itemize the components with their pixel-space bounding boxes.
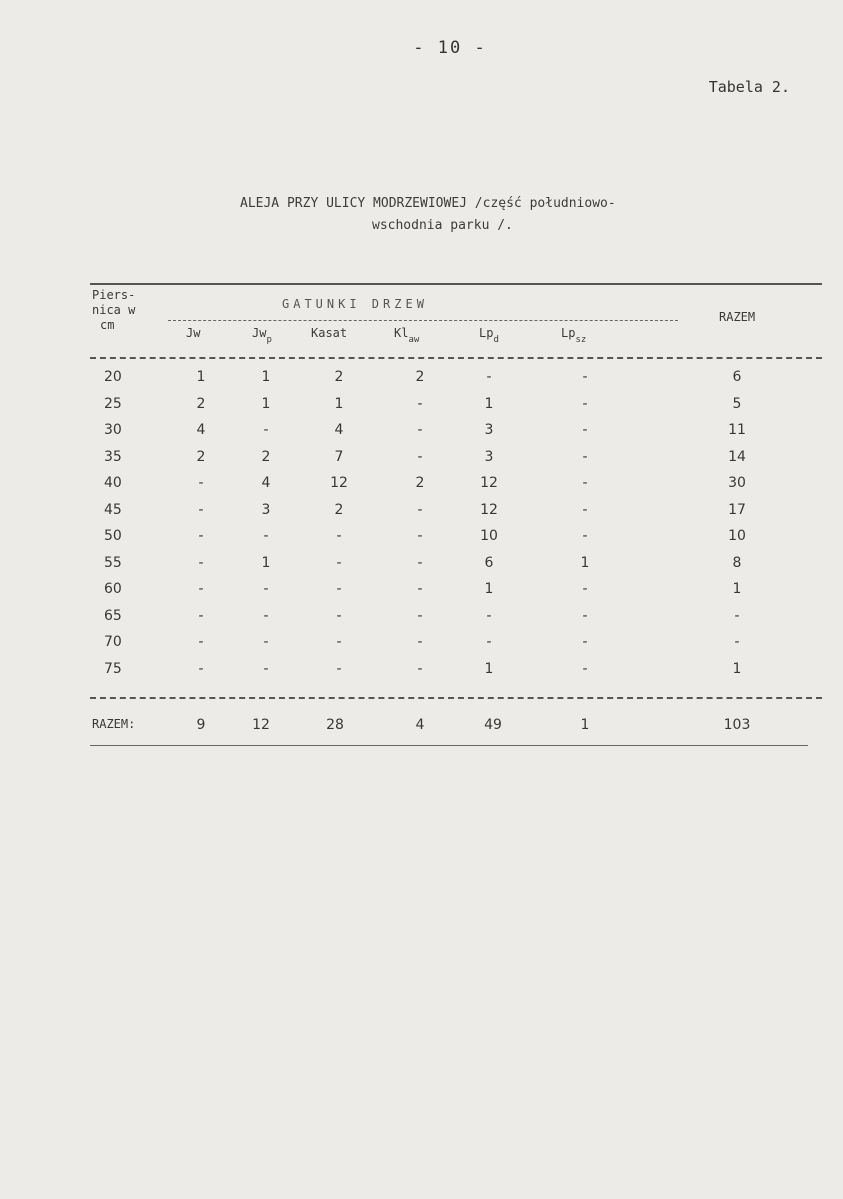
cell-lpsz: -: [582, 581, 588, 597]
cell-lpd: 3: [484, 422, 494, 438]
cell-lpsz: -: [582, 634, 588, 650]
cell-kasat: -: [336, 581, 342, 597]
table-row: [0, 449, 843, 475]
cell-diameter: 65: [104, 607, 122, 624]
totals-lpsz: 1: [580, 717, 590, 733]
cell-diameter: 35: [104, 448, 122, 465]
cell-klaw: -: [417, 528, 423, 544]
cell-lpd: 12: [480, 475, 498, 491]
cell-jw: -: [198, 554, 204, 571]
table-top-rule: [90, 283, 822, 285]
cell-lpd: 10: [480, 528, 498, 544]
cell-kasat: 4: [334, 422, 344, 438]
cell-jwp: 1: [261, 395, 271, 412]
cell-lpsz: -: [582, 395, 588, 412]
cell-kasat: 2: [334, 369, 344, 385]
cell-diameter: 55: [104, 554, 122, 571]
cell-razem: 1: [732, 660, 742, 677]
table-label: Tabela 2.: [708, 78, 790, 96]
total-column-header: RAZEM: [719, 310, 756, 324]
cell-lpsz: -: [582, 528, 588, 544]
header-klaw-sub: aw: [408, 335, 420, 345]
totals-kasat: 28: [326, 717, 344, 733]
table-row: [0, 369, 843, 395]
cell-klaw: -: [417, 554, 423, 571]
table-row: [0, 528, 843, 554]
cell-jw: -: [198, 528, 204, 544]
cell-klaw: 2: [415, 475, 425, 491]
cell-jwp: -: [263, 607, 269, 624]
cell-razem: 14: [728, 448, 746, 465]
cell-lpd: 3: [484, 448, 494, 465]
cell-diameter: 25: [104, 395, 122, 412]
header-jwp-base: Jw: [252, 326, 267, 340]
cell-klaw: -: [417, 501, 423, 518]
totals-row: [0, 717, 843, 743]
cell-lpsz: -: [582, 660, 588, 677]
header-klaw-base: Kl: [394, 326, 409, 340]
cell-kasat: -: [336, 660, 342, 677]
cell-razem: 6: [732, 369, 742, 385]
cell-razem: 10: [728, 528, 746, 544]
cell-klaw: 2: [415, 369, 425, 385]
cell-kasat: -: [336, 634, 342, 650]
table-row: [0, 475, 843, 501]
cell-kasat: -: [336, 528, 342, 544]
cell-klaw: -: [417, 581, 423, 597]
title-line-1: ALEJA PRZY ULICY MODRZEWIOWEJ /część południowo-: [240, 196, 616, 211]
cell-lpd: -: [486, 634, 492, 650]
header-jw: Jw: [186, 326, 201, 340]
cell-jw: 4: [196, 422, 206, 438]
cell-lpd: 1: [484, 581, 494, 597]
cell-jw: 2: [196, 395, 206, 412]
header-lpsz: [561, 326, 586, 345]
header-lpd: [479, 326, 499, 345]
table-row: [0, 422, 843, 448]
header-jwp: [252, 326, 272, 345]
cell-klaw: -: [417, 660, 423, 677]
cell-jw: -: [198, 501, 204, 518]
cell-jw: 1: [196, 369, 206, 385]
cell-klaw: -: [417, 448, 423, 465]
cell-jwp: -: [263, 528, 269, 544]
cell-jwp: 1: [261, 369, 271, 385]
cell-kasat: 12: [330, 475, 348, 491]
totals-klaw: 4: [415, 717, 425, 733]
cell-lpd: 12: [480, 501, 498, 518]
header-klaw: [394, 326, 419, 345]
totals-top-rule: [90, 697, 822, 699]
totals-jw: 9: [196, 717, 206, 733]
cell-jwp: -: [263, 660, 269, 677]
table-row: [0, 661, 843, 687]
cell-jwp: 2: [261, 448, 271, 465]
diameter-header-line-1: Piers-: [92, 288, 136, 302]
cell-diameter: 50: [104, 528, 122, 544]
cell-lpsz: 1: [580, 554, 590, 571]
header-lpsz-base: Lp: [561, 326, 576, 340]
cell-diameter: 75: [104, 660, 122, 677]
cell-klaw: -: [417, 395, 423, 412]
cell-lpd: -: [486, 607, 492, 624]
species-group-underline: [168, 320, 678, 321]
cell-lpd: 1: [484, 395, 494, 412]
header-kasat: Kasat: [311, 326, 348, 340]
cell-jw: 2: [196, 448, 206, 465]
cell-diameter: 60: [104, 581, 122, 597]
cell-lpsz: -: [582, 369, 588, 385]
cell-lpsz: -: [582, 422, 588, 438]
cell-lpsz: -: [582, 448, 588, 465]
header-lpd-base: Lp: [479, 326, 494, 340]
cell-diameter: 70: [104, 634, 122, 650]
species-group-header: GATUNKI DRZEW: [282, 297, 428, 311]
cell-klaw: -: [417, 422, 423, 438]
totals-jwp: 12: [252, 717, 270, 733]
cell-lpd: 1: [484, 660, 494, 677]
cell-razem: 17: [728, 501, 746, 518]
totals-lpd: 49: [484, 717, 502, 733]
cell-kasat: 1: [334, 395, 344, 412]
header-bottom-rule: [90, 357, 822, 359]
table-bottom-rule: [90, 745, 808, 746]
cell-razem: -: [734, 607, 740, 624]
title-line-2: wschodnia parku /.: [372, 218, 513, 233]
cell-kasat: -: [336, 607, 342, 624]
cell-lpsz: -: [582, 475, 588, 491]
cell-jw: -: [198, 475, 204, 491]
cell-jwp: 4: [261, 475, 271, 491]
cell-diameter: 45: [104, 501, 122, 518]
cell-diameter: 30: [104, 422, 122, 438]
table-title: [180, 193, 800, 237]
table-row: [0, 555, 843, 581]
diameter-column-header: [92, 288, 172, 333]
cell-lpd: 6: [484, 554, 494, 571]
table-row: [0, 634, 843, 660]
cell-kasat: 2: [334, 501, 344, 518]
header-lpd-sub: d: [493, 335, 499, 345]
cell-jw: -: [198, 660, 204, 677]
page-number: - 10 -: [413, 38, 487, 58]
header-lpsz-sub: sz: [575, 335, 587, 345]
cell-kasat: -: [336, 554, 342, 571]
cell-diameter: 40: [104, 475, 122, 491]
cell-klaw: -: [417, 607, 423, 624]
cell-lpd: -: [486, 369, 492, 385]
cell-jw: -: [198, 607, 204, 624]
cell-lpsz: -: [582, 607, 588, 624]
table-row: [0, 396, 843, 422]
table-row: [0, 502, 843, 528]
cell-razem: -: [734, 634, 740, 650]
cell-jwp: 1: [261, 554, 271, 571]
diameter-header-line-3: cm: [100, 318, 115, 332]
cell-klaw: -: [417, 634, 423, 650]
cell-razem: 5: [732, 395, 742, 412]
cell-jwp: 3: [261, 501, 271, 518]
cell-razem: 11: [728, 422, 746, 438]
cell-razem: 30: [728, 475, 746, 491]
cell-lpsz: -: [582, 501, 588, 518]
cell-diameter: 20: [104, 369, 122, 385]
totals-label: RAZEM:: [92, 717, 136, 731]
table-row: [0, 608, 843, 634]
cell-jwp: -: [263, 634, 269, 650]
table-row: [0, 581, 843, 607]
header-jwp-sub: p: [266, 335, 272, 345]
cell-jw: -: [198, 581, 204, 597]
cell-kasat: 7: [334, 448, 344, 465]
cell-razem: 8: [732, 554, 742, 571]
cell-jwp: -: [263, 581, 269, 597]
totals-razem: 103: [723, 717, 751, 733]
cell-razem: 1: [732, 581, 742, 597]
cell-jw: -: [198, 634, 204, 650]
diameter-header-line-2: nica w: [92, 303, 136, 317]
cell-jwp: -: [263, 422, 269, 438]
